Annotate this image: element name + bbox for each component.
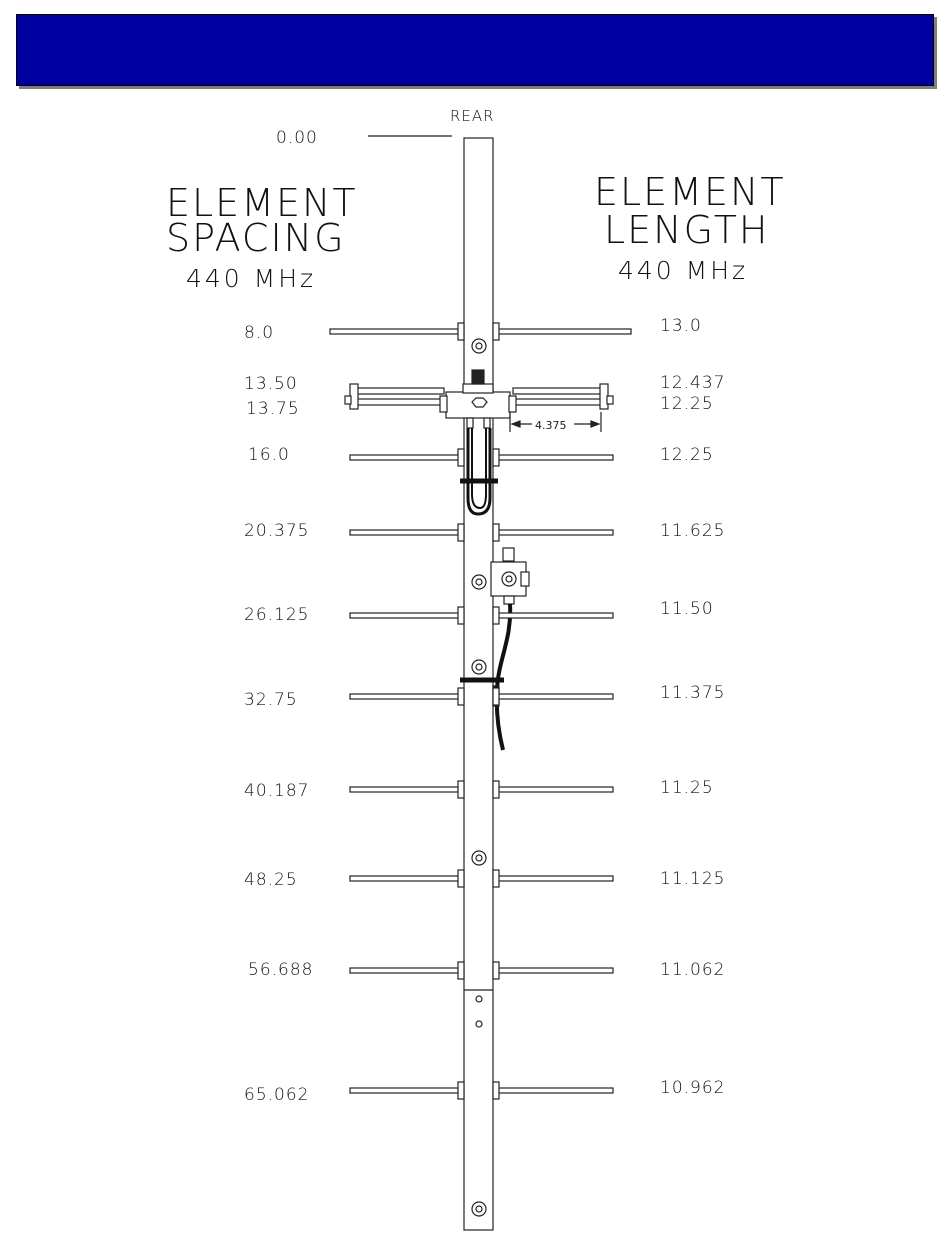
- spacing-value: 26.125: [244, 605, 310, 625]
- length-value: 13.0: [660, 316, 702, 336]
- length-value: 11.062: [660, 960, 726, 980]
- spacing-value: 16.0: [248, 445, 290, 465]
- length-value: 10.962: [660, 1078, 726, 1098]
- length-value: 12.437: [660, 373, 726, 393]
- length-value: 11.625: [660, 521, 726, 541]
- length-value: 11.25: [660, 778, 714, 798]
- spacing-value: 13.50: [244, 374, 298, 394]
- length-value: 12.25: [660, 445, 714, 465]
- spacing-title-line1: ELEMENT: [166, 181, 358, 225]
- spacing-value: 48.25: [244, 870, 298, 890]
- length-value: 12.25: [660, 394, 714, 414]
- dimension-label: 4.375: [535, 419, 567, 432]
- length-value: 11.375: [660, 683, 726, 703]
- rear-label: REAR: [450, 107, 495, 125]
- spacing-value: 13.75: [246, 399, 300, 419]
- spacing-value: 56.688: [248, 960, 314, 980]
- spacing-value: 8.0: [244, 323, 275, 343]
- spacing-freq: 440 MHz: [186, 264, 317, 293]
- boom: [464, 138, 493, 1230]
- spacing-value: 40.187: [244, 781, 310, 801]
- length-freq: 440 MHz: [618, 256, 749, 285]
- spacing-value: 32.75: [244, 690, 298, 710]
- length-value: 11.125: [660, 869, 726, 889]
- length-title-line1: ELEMENT: [594, 170, 786, 214]
- spacing-value: 65.062: [244, 1085, 310, 1105]
- length-value: 11.50: [660, 599, 714, 619]
- spacing-title-line2: SPACING: [166, 216, 346, 260]
- length-title-line2: LENGTH: [604, 208, 770, 252]
- zero-label: 0.00: [276, 128, 318, 148]
- spacing-value: 20.375: [244, 521, 310, 541]
